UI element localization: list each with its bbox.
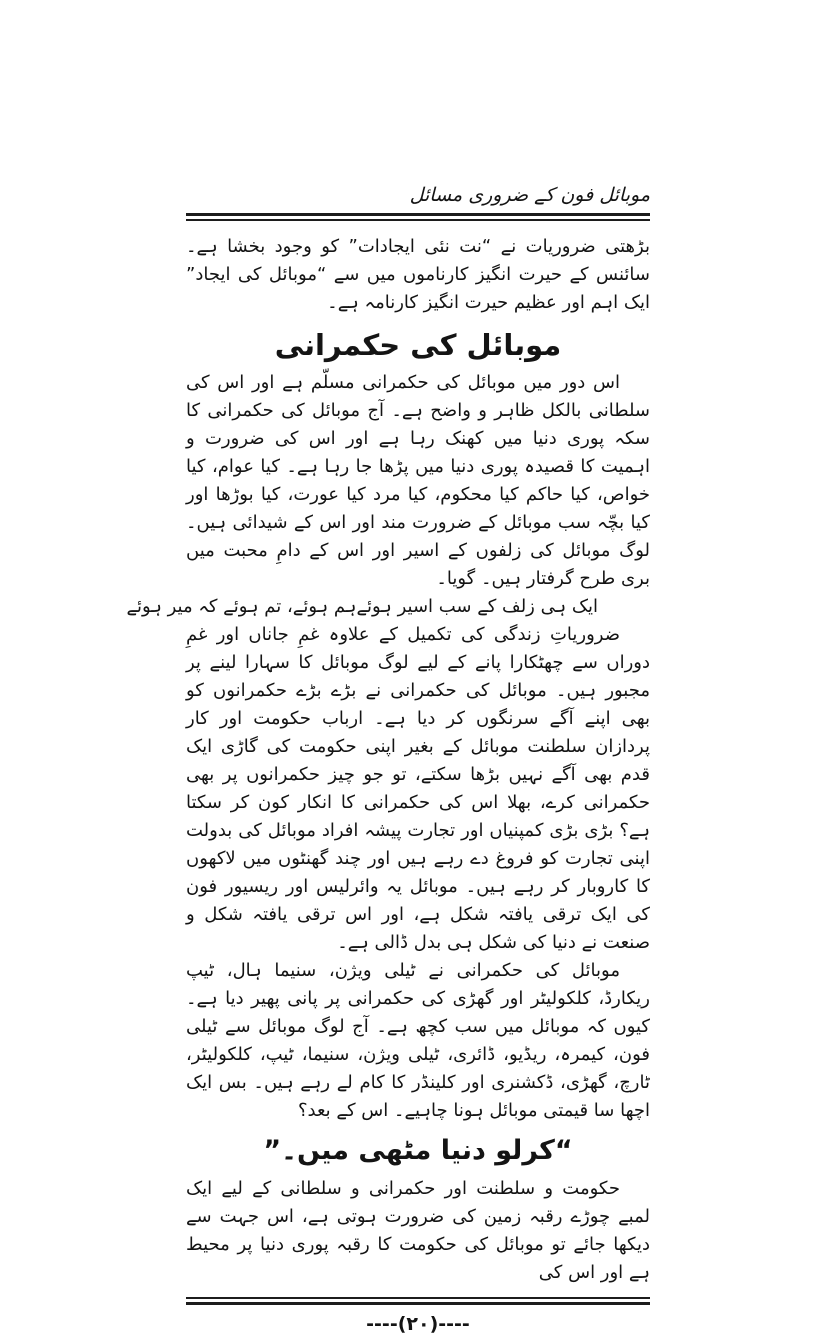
couplet-hemistich-right: ایک ہی زلف کے سب اسیر ہوئے [356,596,598,617]
quote-heading: “کرلو دنیا مٹھی میں۔” [263,1135,573,1166]
body-paragraph-3: موبائل کی حکمرانی نے ٹیلی ویژن، سنیما ہال، ٹیپ ریکارڈ، کلکولیٹر اور گھڑی کی حکمرانی پر پانی پھیر دیا ہے۔ کیوں کہ موبائل میں سب کچھ ہے۔ آج لوگ موبائل سے ٹیلی فون، کیمرہ، ریڈیو، ڈائری، ٹیلی ویژن، سنیما، ٹیپ، کلکولیٹر، ٹارچ، گھڑی، ڈکشنری اور کلینڈر کا کام لے رہے ہیں۔ بس ایک اچھا سا قیمتی موبائل ہونا چاہیے۔ اس کے بعد؟ [186,960,650,1121]
section-heading-mobile-rule: موبائل کی حکمرانی [274,328,562,362]
header-double-rule [186,213,650,221]
couplet-hemistich-left: ہم ہوئے، تم ہوئے کہ میر ہوئے [126,596,357,617]
intro-paragraph: بڑھتی ضروریات نے “نت نئی ایجادات” کو وجود بخشا ہے۔ سائنس کے حیرت انگیز کارناموں میں سے “موبائل کی ایجاد” ایک اہم اور عظیم حیرت انگیز کارنامہ ہے۔ [186,236,650,313]
body-paragraph-1: اس دور میں موبائل کی حکمرانی مسلّم ہے اور اس کی سلطانی بالکل ظاہر و واضح ہے۔ آج موبائل کی حکمرانی کا سکہ پوری دنیا میں کھنک رہا ہے اور اس کی ضرورت و اہمیت کا قصیدہ پوری دنیا میں پڑھا جا رہا ہے۔ کیا عوام، کیا خواص، کیا حاکم کیا محکوم، کیا مرد کیا عورت، کیا بوڑھا اور کیا بچّہ سب موبائل کے ضرورت مند اور اس کے شیدائی ہیں۔ لوگ موبائل کی زلفوں کے اسیر اور اس کے دامِ محبت میں بری طرح گرفتار ہیں۔ گویا۔ [186,372,650,589]
page-number: ----(۲۰)---- [366,1313,470,1335]
couplet-line [126,593,650,621]
footer-double-rule [186,1297,650,1305]
running-header-title: موبائل فون کے ضروری مسائل [409,184,650,206]
page-content [126,182,650,1337]
closing-paragraph: حکومت و سلطنت اور حکمرانی و سلطانی کے لیے ایک لمبے چوڑے رقبہ زمین کی ضرورت ہوتی ہے، اس جہت سے دیکھا جائے تو موبائل کی حکومت کا رقبہ پوری دنیا پر محیط ہے اور اس کی [186,1178,650,1283]
body-paragraph-2: ضروریاتِ زندگی کی تکمیل کے علاوہ غمِ جاناں اور غمِ دوراں سے چھٹکارا پانے کے لیے لوگ موبائل کا سہارا لینے پر مجبور ہیں۔ موبائل کی حکمرانی نے بڑے بڑے حکمرانوں کو بھی اپنے آگے سرنگوں کر دیا ہے۔ ارباب حکومت اور کار پردازان سلطنت موبائل کے بغیر اپنی حکومت کی گاڑی ایک قدم بھی آگے نہیں بڑھا سکتے، تو جو چیز حکمرانوں پر بھی حکمرانی کرے، بھلا اس کی حکمرانی کا انکار کون کر سکتا ہے؟ بڑی بڑی کمپنیاں اور تجارت پیشہ افراد موبائل کی بدولت اپنی تجارت کو فروغ دے رہے ہیں اور چند گھنٹوں میں لاکھوں کا کاروبار کر رہے ہیں۔ موبائل یہ وائرلیس اور ریسیور فون کی ایک ترقی یافتہ شکل ہے، اور اس ترقی یافتہ شکل و صنعت نے دنیا کی شکل ہی بدل ڈالی ہے۔ [186,624,650,953]
